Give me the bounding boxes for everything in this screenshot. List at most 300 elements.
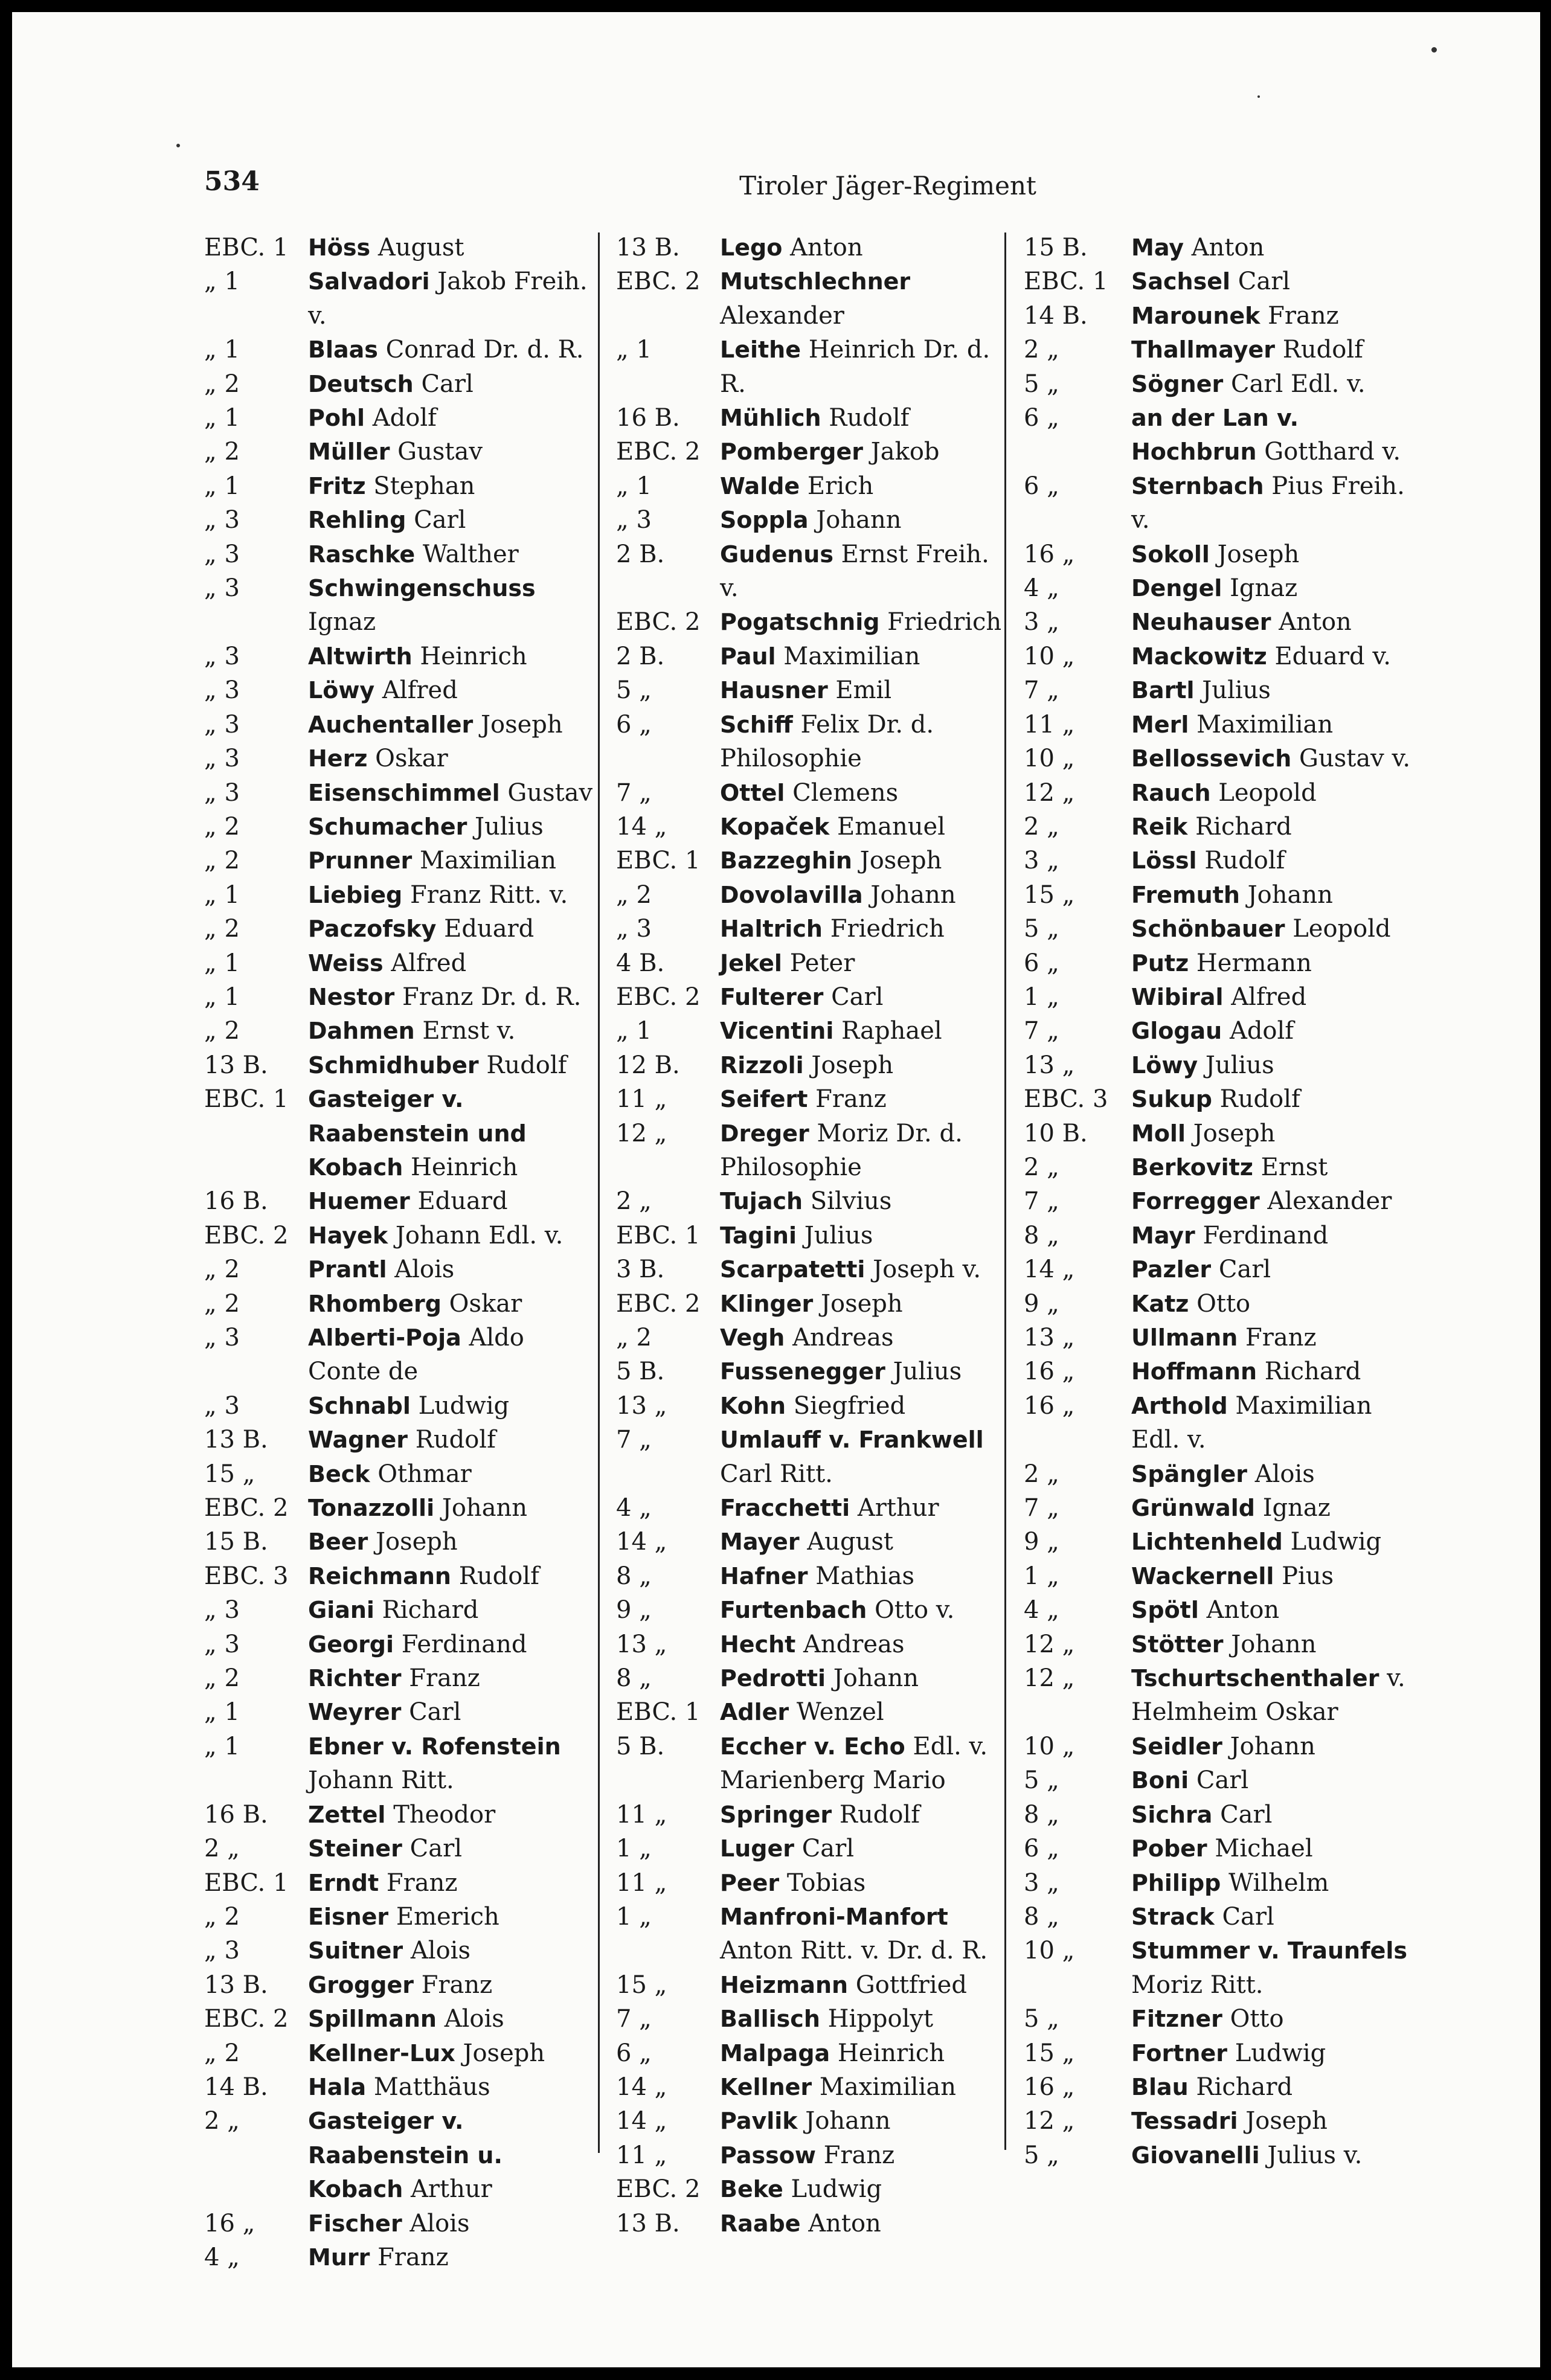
given-name: Aldo Conte de <box>308 1324 524 1386</box>
surname: Boni <box>1131 1767 1189 1794</box>
officer-name <box>1131 605 1422 639</box>
unit-label: EBC. 2 <box>616 1289 701 1318</box>
officer-name <box>1131 1253 1422 1286</box>
roster-entry <box>1024 2036 1422 2070</box>
surname: Fritz <box>308 472 366 499</box>
unit-label: 13 B. <box>204 1971 268 1999</box>
unit-label: 13 „ <box>1024 1324 1075 1352</box>
officer-name <box>1131 469 1422 537</box>
officer-name <box>308 1798 597 1832</box>
roster-entry <box>1024 708 1422 742</box>
officer-name <box>308 2104 597 2206</box>
officer-name <box>720 401 1003 435</box>
roster-entry <box>204 1389 597 1423</box>
surname: Gasteiger v. Raabenstein u. Kobach <box>308 2108 503 2203</box>
roster-entry <box>616 2036 1003 2070</box>
given-name: Alois <box>410 1937 470 1965</box>
unit-label: 13 B. <box>204 1051 268 1079</box>
given-name: Maximilian <box>1196 710 1334 739</box>
roster-entry <box>616 469 1003 503</box>
unit-label: 2 „ <box>1024 1153 1059 1181</box>
unit-label: EBC. 3 <box>1024 1085 1108 1114</box>
unit-label: 5 „ <box>1024 2005 1059 2033</box>
roster-entry <box>616 640 1003 673</box>
given-name: Conrad Dr. d. R. <box>385 336 584 364</box>
surname: Mutschlechner <box>720 268 911 295</box>
roster-entry <box>204 1253 597 1286</box>
unit-label: 16 B. <box>204 1187 268 1216</box>
surname: Fischer <box>308 2210 402 2237</box>
given-name: Joseph v. <box>873 1256 981 1284</box>
given-name: Emerich <box>396 1902 499 1931</box>
surname: Schnabl <box>308 1392 411 1419</box>
roster-entry <box>204 1934 597 1968</box>
given-name: Ferdinand <box>1203 1221 1329 1249</box>
officer-name <box>308 2207 597 2240</box>
given-name: Leopold <box>1292 915 1391 943</box>
unit-label: 10 „ <box>1024 745 1075 773</box>
unit-label: 6 „ <box>1024 404 1059 432</box>
surname: Erndt <box>308 1869 379 1896</box>
unit-label: 14 „ <box>616 812 667 841</box>
officer-name <box>308 640 597 673</box>
roster-entry <box>204 1661 597 1695</box>
officer-name <box>308 231 597 265</box>
surname: Mayer <box>720 1528 800 1556</box>
surname: Dovolavilla <box>720 881 863 908</box>
given-name: Stephan <box>373 472 475 500</box>
unit-label: 14 „ <box>616 2107 667 2135</box>
surname: Löwy <box>308 677 375 704</box>
officer-name <box>720 980 1003 1014</box>
surname: Löwy <box>1131 1051 1198 1079</box>
surname: Blau <box>1131 2073 1189 2100</box>
roster-entry <box>204 673 597 707</box>
officer-name <box>1131 1763 1422 1797</box>
unit-label: „ 3 <box>204 506 240 534</box>
surname: Pomberger <box>720 438 863 466</box>
given-name: Anton <box>808 2209 881 2237</box>
unit-label: „ 1 <box>204 983 240 1011</box>
surname: Murr <box>308 2244 370 2271</box>
given-name: Alois <box>409 2209 470 2237</box>
officer-name <box>308 1628 597 1661</box>
roster-entry <box>616 2002 1003 2036</box>
surname: Schiff <box>720 711 793 738</box>
roster-entry <box>204 1184 597 1218</box>
officer-name <box>1131 333 1422 367</box>
roster-entry <box>1024 673 1422 707</box>
officer-name <box>1131 2104 1422 2138</box>
unit-label: „ 3 <box>204 745 240 773</box>
roster-entry <box>204 1559 597 1593</box>
surname: Tagini <box>720 1222 797 1249</box>
roster-entry <box>1024 1219 1422 1253</box>
officer-name <box>1131 2070 1422 2104</box>
given-name: Anton <box>1206 1596 1280 1625</box>
surname: Eisenschimmel <box>308 779 500 806</box>
officer-name <box>720 1968 1003 2002</box>
officer-name <box>720 1321 1003 1355</box>
surname: Eisner <box>308 1903 389 1930</box>
roster-entry <box>616 1798 1003 1832</box>
roster-entry <box>616 844 1003 877</box>
officer-name <box>1131 1082 1422 1116</box>
roster-entry <box>1024 844 1422 877</box>
roster-entry <box>616 231 1003 265</box>
given-name: Ludwig <box>791 2175 882 2204</box>
surname: Zettel <box>308 1801 386 1828</box>
given-name: Joseph <box>463 2039 545 2067</box>
roster-entry <box>616 708 1003 776</box>
roster-entry <box>616 333 1003 401</box>
given-name: Adolf <box>1229 1017 1294 1045</box>
surname: Rauch <box>1131 779 1211 806</box>
given-name: Friedrich <box>887 608 1002 637</box>
given-name: Franz <box>1268 301 1339 330</box>
roster-entry <box>1024 1525 1422 1559</box>
given-name: Mathias <box>815 1562 915 1590</box>
officer-name <box>720 2138 1003 2172</box>
roster-entry <box>1024 1900 1422 1934</box>
officer-name <box>720 1832 1003 1865</box>
given-name: v. Helmheim Oskar <box>1131 1664 1405 1727</box>
roster-entry <box>616 401 1003 435</box>
column-divider <box>598 233 600 2153</box>
roster-entry <box>204 2002 597 2036</box>
given-name: Franz Ritt. v. <box>409 880 568 909</box>
unit-label: 1 „ <box>616 1835 652 1863</box>
given-name: Clemens <box>792 778 899 807</box>
officer-name <box>308 776 597 810</box>
given-name: Johann Ritt. <box>308 1766 454 1795</box>
officer-name <box>308 1423 597 1457</box>
given-name: Carl <box>421 370 474 398</box>
officer-name <box>308 980 597 1014</box>
unit-label: „ 1 <box>204 1698 240 1727</box>
unit-label: 5 B. <box>616 1358 665 1386</box>
given-name: Carl <box>801 1835 855 1863</box>
officer-name <box>1131 1661 1422 1730</box>
given-name: Johann <box>442 1494 528 1522</box>
surname: Soppla <box>720 507 809 534</box>
surname: Spillmann <box>308 2006 437 2033</box>
given-name: Maximilian <box>783 642 920 670</box>
roster-entry <box>1024 299 1422 333</box>
surname: Herz <box>308 745 368 772</box>
surname: Hecht <box>720 1631 796 1658</box>
roster-entry <box>1024 1730 1422 1763</box>
given-name: Joseph <box>859 847 942 875</box>
unit-label: „ 2 <box>204 1664 240 1693</box>
unit-label: „ 1 <box>204 268 240 296</box>
roster-entry <box>616 1287 1003 1321</box>
given-name: Pius <box>1282 1562 1334 1590</box>
surname: Gudenus <box>720 540 833 568</box>
officer-name <box>1131 1117 1422 1150</box>
given-name: Carl <box>409 1835 462 1863</box>
given-name: Heinrich <box>837 2039 945 2067</box>
given-name: Wenzel <box>796 1698 884 1727</box>
roster-entry <box>616 1048 1003 1082</box>
roster-entry <box>204 742 597 775</box>
roster-entry <box>204 1082 597 1184</box>
officer-name <box>720 605 1003 639</box>
surname: Georgi <box>308 1631 394 1658</box>
unit-label: 10 „ <box>1024 1732 1075 1760</box>
given-name: Peter <box>789 949 855 977</box>
officer-name <box>1131 1525 1422 1559</box>
officer-name <box>1131 1900 1422 1934</box>
given-name: Hermann <box>1196 949 1312 977</box>
officer-name <box>720 2036 1003 2070</box>
unit-label: EBC. 2 <box>204 1221 289 1249</box>
given-name: Carl <box>1196 1766 1249 1795</box>
surname: Haltrich <box>720 916 823 943</box>
officer-name <box>1131 1184 1422 1218</box>
given-name: Carl <box>1218 1256 1271 1284</box>
given-name: Otto v. <box>875 1596 955 1625</box>
officer-name <box>1131 1355 1422 1388</box>
officer-name <box>1131 844 1422 877</box>
column-3 <box>1024 231 1422 2172</box>
unit-label: 15 B. <box>1024 234 1088 261</box>
given-name: Gotthard v. <box>1264 438 1401 466</box>
unit-label: 9 „ <box>616 1596 652 1625</box>
unit-label: 13 „ <box>1024 1051 1075 1079</box>
given-name: Alfred <box>382 676 458 705</box>
officer-name <box>720 1253 1003 1286</box>
unit-label: 12 B. <box>616 1051 680 1079</box>
officer-name <box>1131 776 1422 810</box>
officer-name <box>308 1695 597 1729</box>
given-name: Johann <box>1247 880 1333 909</box>
roster-entry <box>1024 1628 1422 1661</box>
unit-label: 16 B. <box>616 404 680 432</box>
unit-label: 2 „ <box>616 1187 652 1216</box>
surname: Deutsch <box>308 370 414 397</box>
given-name: Carl Edl. v. <box>1230 370 1366 398</box>
roster-entry <box>616 605 1003 639</box>
officer-name <box>1131 1457 1422 1491</box>
surname: Sukup <box>1131 1086 1212 1113</box>
unit-label: „ 2 <box>204 2039 240 2067</box>
officer-name <box>308 367 597 401</box>
officer-name <box>308 2002 597 2036</box>
officer-name <box>720 1184 1003 1218</box>
given-name: Julius <box>475 812 544 841</box>
unit-label: 5 „ <box>1024 915 1059 943</box>
surname: Bartl <box>1131 677 1195 704</box>
given-name: Heinrich Dr. d. R. <box>720 336 991 398</box>
roster-entry <box>1024 605 1422 639</box>
roster-entry <box>1024 1934 1422 2002</box>
surname: Mackowitz <box>1131 643 1267 670</box>
unit-label: „ 3 <box>204 1324 240 1352</box>
unit-label: EBC. 1 <box>204 1085 289 1114</box>
unit-label: 2 B. <box>616 540 665 568</box>
unit-label: „ 1 <box>204 404 240 432</box>
surname: Spängler <box>1131 1460 1248 1487</box>
unit-label: 12 „ <box>1024 1630 1075 1658</box>
given-name: Julius <box>1202 676 1271 705</box>
given-name: Ernst Freih. v. <box>720 540 989 603</box>
surname: Pober <box>1131 1835 1207 1862</box>
unit-label: 7 „ <box>1024 676 1059 705</box>
surname: Leithe <box>720 336 801 364</box>
roster-entry <box>1024 2138 1422 2172</box>
surname: Thallmayer <box>1131 336 1276 364</box>
roster-entry <box>616 1014 1003 1048</box>
surname: Fitzner <box>1131 2006 1222 2033</box>
surname: Pogatschnig <box>720 609 880 636</box>
officer-name <box>308 1321 597 1389</box>
given-name: Anton <box>1191 234 1265 261</box>
surname: Fussenegger <box>720 1358 885 1385</box>
surname: Rhomberg <box>308 1290 442 1317</box>
officer-name <box>308 878 597 912</box>
given-name: Arthur <box>857 1494 939 1522</box>
given-name: Heinrich <box>411 1153 518 1181</box>
given-name: Franz <box>409 1664 480 1693</box>
roster-entry <box>1024 367 1422 401</box>
given-name: Ludwig <box>1235 2039 1326 2067</box>
officer-name <box>720 2002 1003 2036</box>
given-name: Franz <box>815 1085 887 1114</box>
roster-entry <box>616 946 1003 980</box>
roster-entry <box>204 265 597 333</box>
given-name: Arthur <box>411 2175 492 2204</box>
given-name: Ernst <box>1260 1153 1328 1181</box>
officer-name <box>1131 1150 1422 1184</box>
given-name: Wilhelm <box>1228 1868 1329 1897</box>
officer-name <box>720 810 1003 844</box>
given-name: Rudolf <box>1282 336 1363 364</box>
column-1 <box>204 231 597 2274</box>
officer-name <box>1131 1389 1422 1457</box>
given-name: Richard <box>1195 812 1292 841</box>
surname: Dengel <box>1131 575 1222 602</box>
surname: Paul <box>720 643 776 670</box>
officer-name <box>1131 1287 1422 1321</box>
surname: Schönbauer <box>1131 916 1285 943</box>
officer-name <box>308 1593 597 1627</box>
officer-name <box>1131 742 1422 775</box>
surname: Dahmen <box>308 1018 415 1045</box>
roster-entry <box>616 810 1003 844</box>
unit-label: „ 3 <box>204 1596 240 1625</box>
surname: an der Lan v. Hochbrun <box>1131 405 1299 466</box>
unit-label: 4 „ <box>1024 574 1059 603</box>
officer-name <box>720 673 1003 707</box>
officer-name <box>720 1219 1003 1253</box>
roster-entry <box>616 1593 1003 1627</box>
roster-entry <box>616 503 1003 537</box>
surname: Stötter <box>1131 1631 1224 1658</box>
officer-name <box>720 1695 1003 1729</box>
surname: Schmidhuber <box>308 1051 479 1079</box>
surname: Grünwald <box>1131 1495 1256 1522</box>
surname: Paczofsky <box>308 916 437 943</box>
unit-label: EBC. 3 <box>204 1562 289 1590</box>
roster-entry <box>204 1730 597 1798</box>
roster-entry <box>616 2138 1003 2172</box>
officer-name <box>720 1798 1003 1832</box>
surname: Pazler <box>1131 1256 1212 1283</box>
unit-label: 7 „ <box>1024 1017 1059 1045</box>
given-name: Carl <box>831 983 884 1011</box>
unit-label: 15 „ <box>616 1971 667 1999</box>
given-name: Anton Ritt. v. Dr. d. R. <box>720 1937 988 1965</box>
given-name: Ignaz <box>1262 1494 1331 1522</box>
surname: Raabe <box>720 2210 801 2237</box>
roster-entry <box>204 946 597 980</box>
surname: Hoffmann <box>1131 1358 1257 1385</box>
unit-label: 4 „ <box>1024 1596 1059 1625</box>
unit-label: EBC. 2 <box>616 983 701 1011</box>
roster-entry <box>616 1525 1003 1559</box>
officer-name <box>308 1457 597 1491</box>
given-name: Gottfried <box>855 1971 967 1999</box>
officer-name <box>1131 1628 1422 1661</box>
surname: Vicentini <box>720 1018 834 1045</box>
surname: Neuhauser <box>1131 609 1271 636</box>
unit-label: EBC. 2 <box>616 2175 701 2204</box>
given-name: Felix Dr. d. Philosophie <box>720 710 934 773</box>
roster-entry <box>204 469 597 503</box>
officer-name <box>308 946 597 980</box>
surname: Pohl <box>308 405 365 432</box>
unit-label: „ 3 <box>616 915 652 943</box>
unit-label: EBC. 1 <box>616 847 701 875</box>
surname: Schwingenschuss <box>308 575 536 602</box>
officer-name <box>720 2207 1003 2240</box>
surname: Ottel <box>720 779 785 806</box>
officer-name <box>720 1866 1003 1900</box>
given-name: Friedrich <box>830 915 945 943</box>
officer-name <box>720 1389 1003 1423</box>
roster-entry <box>616 1730 1003 1798</box>
unit-label: „ 2 <box>204 1289 240 1318</box>
unit-label: EBC. 1 <box>1024 268 1108 296</box>
officer-name <box>308 1866 597 1900</box>
unit-label: 10 „ <box>1024 642 1075 670</box>
officer-name <box>308 1082 597 1184</box>
roster-entry <box>1024 640 1422 673</box>
roster-entry <box>616 776 1003 810</box>
given-name: Otto <box>1230 2005 1284 2033</box>
unit-label: 14 „ <box>616 1528 667 1556</box>
given-name: Oskar <box>375 745 448 773</box>
officer-name <box>308 1184 597 1218</box>
given-name: Moriz Ritt. <box>1131 1971 1264 1999</box>
roster-entry <box>1024 912 1422 946</box>
unit-label: 14 B. <box>204 2073 268 2101</box>
unit-label: 11 „ <box>1024 710 1075 739</box>
given-name: Hippolyt <box>827 2005 934 2033</box>
unit-label: EBC. 1 <box>204 1868 289 1897</box>
roster-entry <box>204 844 597 877</box>
unit-label: 2 „ <box>204 1835 240 1863</box>
roster-entry <box>616 1321 1003 1355</box>
roster-entry <box>204 1695 597 1729</box>
surname: Wibiral <box>1131 983 1224 1010</box>
roster-entry <box>1024 1355 1422 1388</box>
roster-entry <box>616 878 1003 912</box>
given-name: Joseph <box>1193 1119 1276 1147</box>
unit-label: 9 „ <box>1024 1528 1059 1556</box>
unit-label: 16 „ <box>1024 2073 1075 2101</box>
